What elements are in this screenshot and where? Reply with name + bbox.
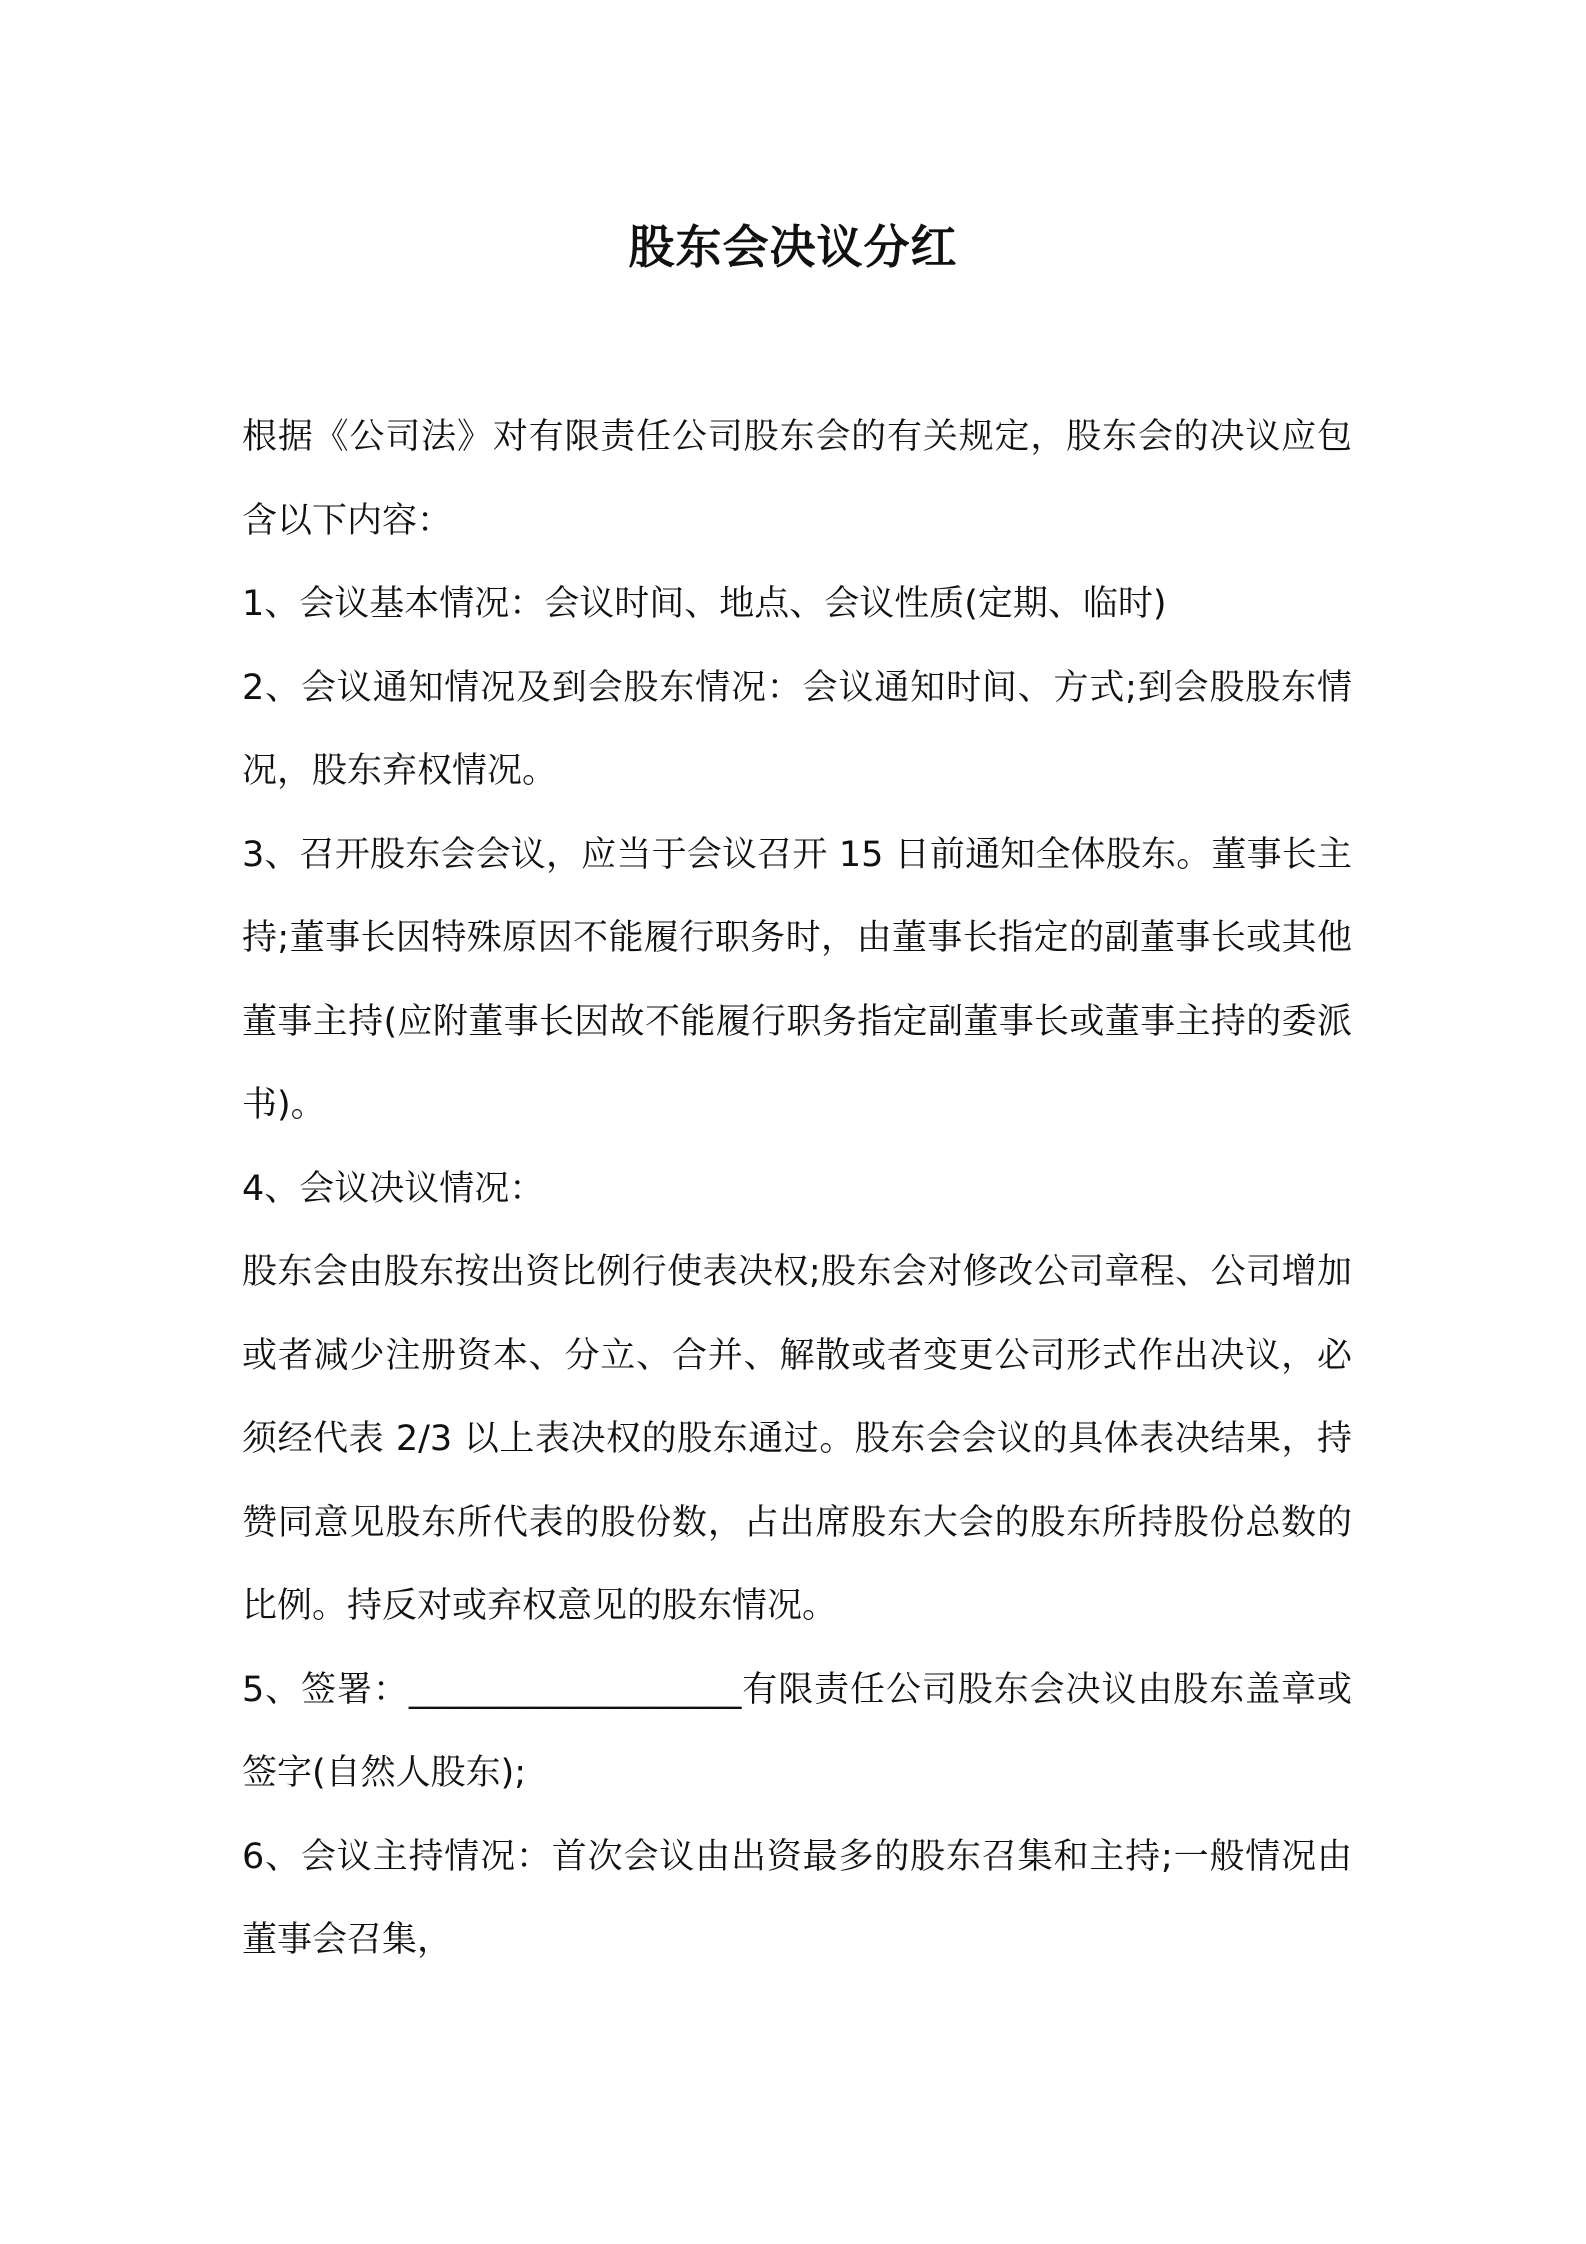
paragraph-item-4-detail: 股东会由股东按出资比例行使表决权;股东会对修改公司章程、公司增加或者减少注册资本、分立、合并、解散或者变更公司形式作出决议，必须经代表 2/3 以上表决权的股东通过。股东会会议的具体表决结果，持赞同意见股东所代表的股份数，占出席股东大会的股东所持股份总数的比例。持反对或弃权意见的股东情况。 — [242, 1252, 1352, 1626]
paragraph-intro: 根据《公司法》对有限责任公司股东会的有关规定，股东会的决议应包含以下内容： — [242, 417, 1352, 541]
paragraph-item-2: 2、会议通知情况及到会股东情况：会议通知时间、方式;到会股股东情况，股东弃权情况。 — [242, 667, 1352, 791]
paragraph-item-6: 6、会议主持情况：首次会议由出资最多的股东召集和主持;一般情况由董事会召集， — [242, 1836, 1352, 1960]
paragraph-item-1: 1、会议基本情况：会议时间、地点、会议性质(定期、临时) — [242, 584, 1167, 624]
paragraph-item-4: 4、会议决议情况： — [242, 1168, 545, 1209]
paragraph-item-5: 5、签署：___________________有限责任公司股东会决议由股东盖章或签字(自然人股东); — [242, 1669, 1352, 1793]
document-title: 股东会决议分红 — [628, 220, 958, 274]
paragraph-item-3: 3、召开股东会会议，应当于会议召开 15 日前通知全体股东。董事长主持;董事长因特殊原因不能履行职务时，由董事长指定的副董事长或其他董事主持(应附董事长因故不能履行职务指定副董事长或董事主持的委派书)。 — [242, 834, 1352, 1125]
document-body — [242, 396, 1352, 1983]
